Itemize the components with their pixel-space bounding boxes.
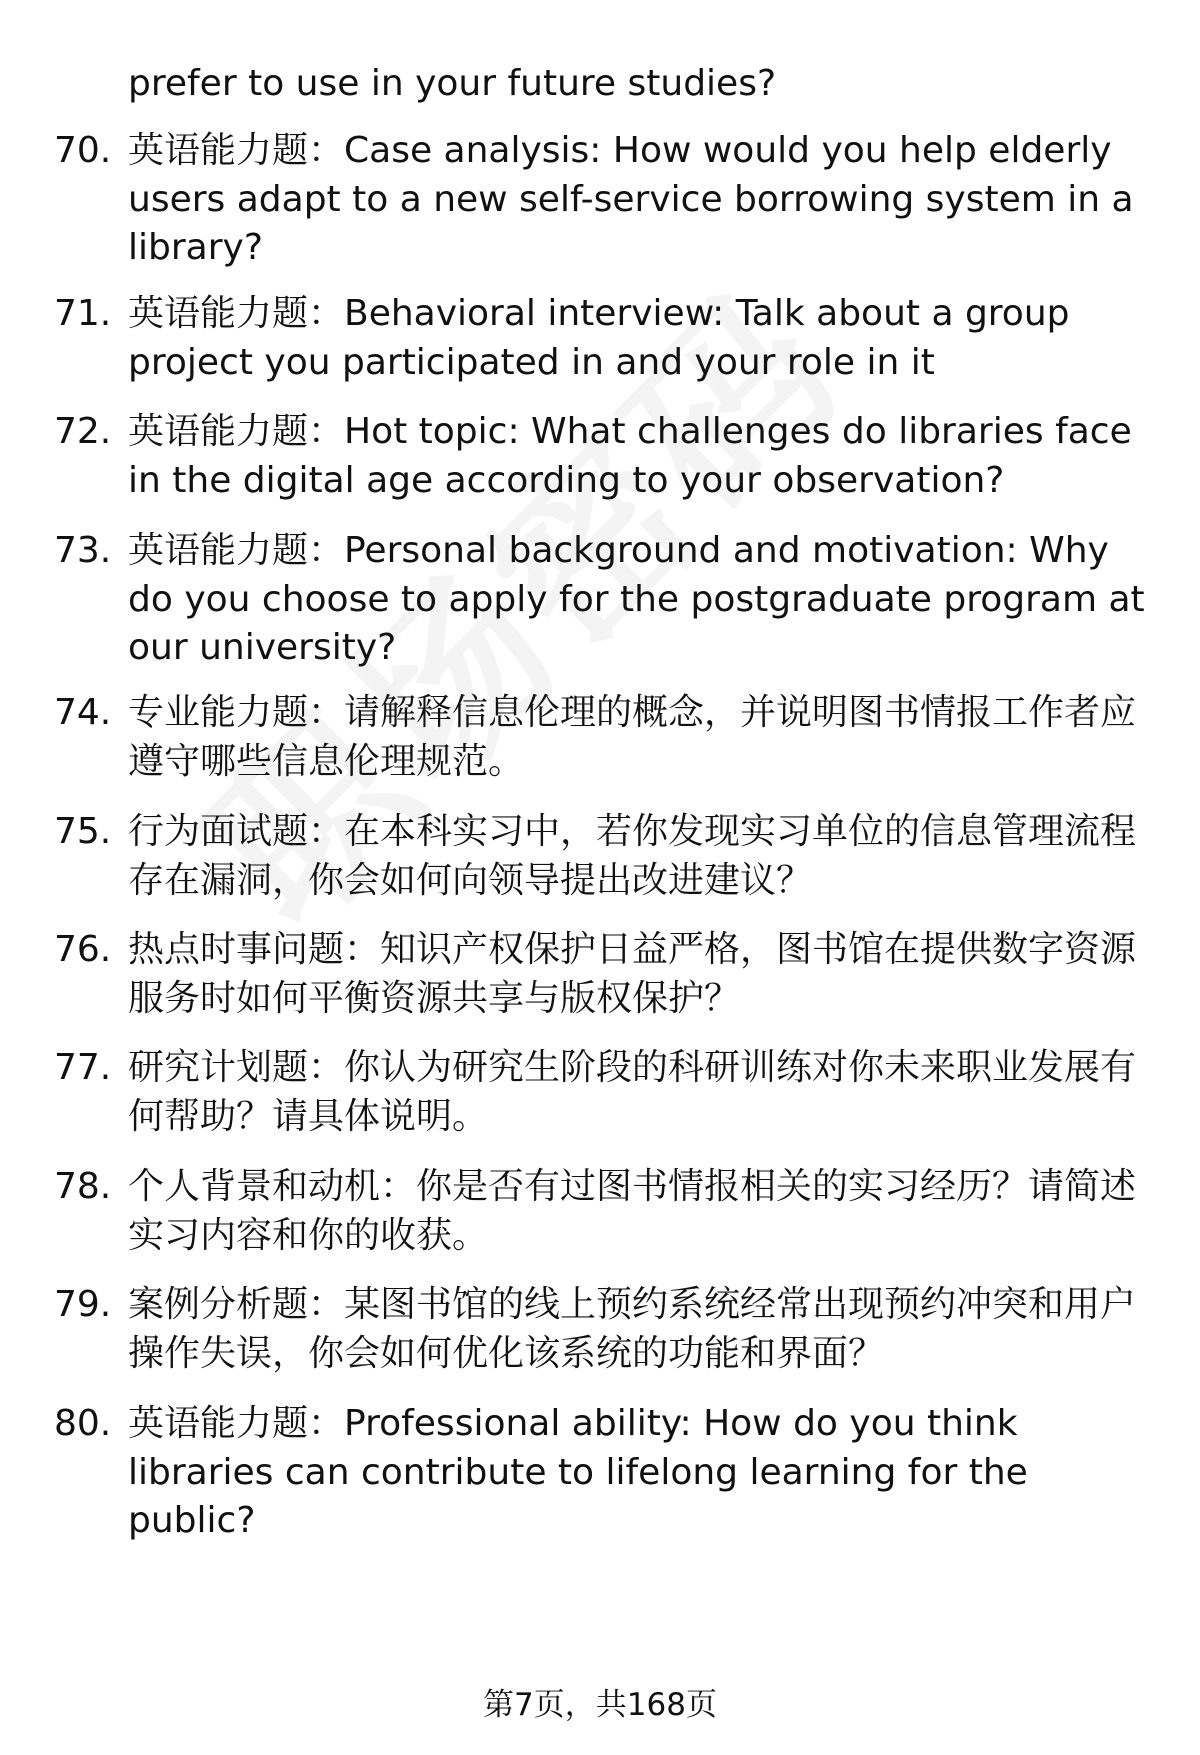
question-text: 专业能力题：请解释信息伦理的概念，并说明图书情报工作者应遵守哪些信息伦理规范。 (128, 692, 1137, 782)
question-number: 72. (54, 411, 112, 452)
page-footer: 第7页，共168页 (483, 1687, 717, 1723)
question-text: 英语能力题：Personal background and motivation: Why do you choose to apply for the postgraduate program at our university? (128, 530, 1145, 668)
question-number: 76. (54, 929, 112, 970)
question-number: 77. (54, 1047, 112, 1088)
question-number: 78. (54, 1166, 112, 1207)
question-text: 个人背景和动机：你是否有过图书情报相关的实习经历？请简述实习内容和你的收获。 (128, 1166, 1137, 1256)
question-text: 英语能力题：Professional ability: How do you think libraries can contribute to lifelong learning for the public? (128, 1403, 1028, 1541)
question-number: 74. (54, 692, 112, 733)
question-text: 研究计划题：你认为研究生阶段的科研训练对你未来职业发展有何帮助？请具体说明。 (128, 1047, 1137, 1137)
question-text: 英语能力题：Behavioral interview: Talk about a group project you participated in and your role in it (128, 293, 1070, 383)
question-text: 行为面试题：在本科实习中，若你发现实习单位的信息管理流程存在漏洞，你会如何向领导提出改进建议？ (128, 811, 1137, 901)
question-number: 80. (54, 1403, 112, 1444)
question-number: 73. (54, 530, 112, 571)
question-text: 热点时事问题：知识产权保护日益严格，图书馆在提供数字资源服务时如何平衡资源共享与版权保护？ (128, 929, 1137, 1019)
question-number: 71. (54, 293, 112, 334)
question-text: 英语能力题：Hot topic: What challenges do libraries face in the digital age according to your observation? (128, 411, 1132, 501)
continuation-text: prefer to use in your future studies? (128, 63, 777, 104)
question-number: 75. (54, 811, 112, 852)
question-number: 79. (54, 1284, 112, 1325)
question-number: 70. (54, 130, 112, 171)
question-text: 案例分析题：某图书馆的线上预约系统经常出现预约冲突和用户操作失误，你会如何优化该系统的功能和界面？ (128, 1284, 1137, 1374)
question-text: 英语能力题：Case analysis: How would you help elderly users adapt to a new self-service borrowing system in a library? (128, 130, 1134, 268)
